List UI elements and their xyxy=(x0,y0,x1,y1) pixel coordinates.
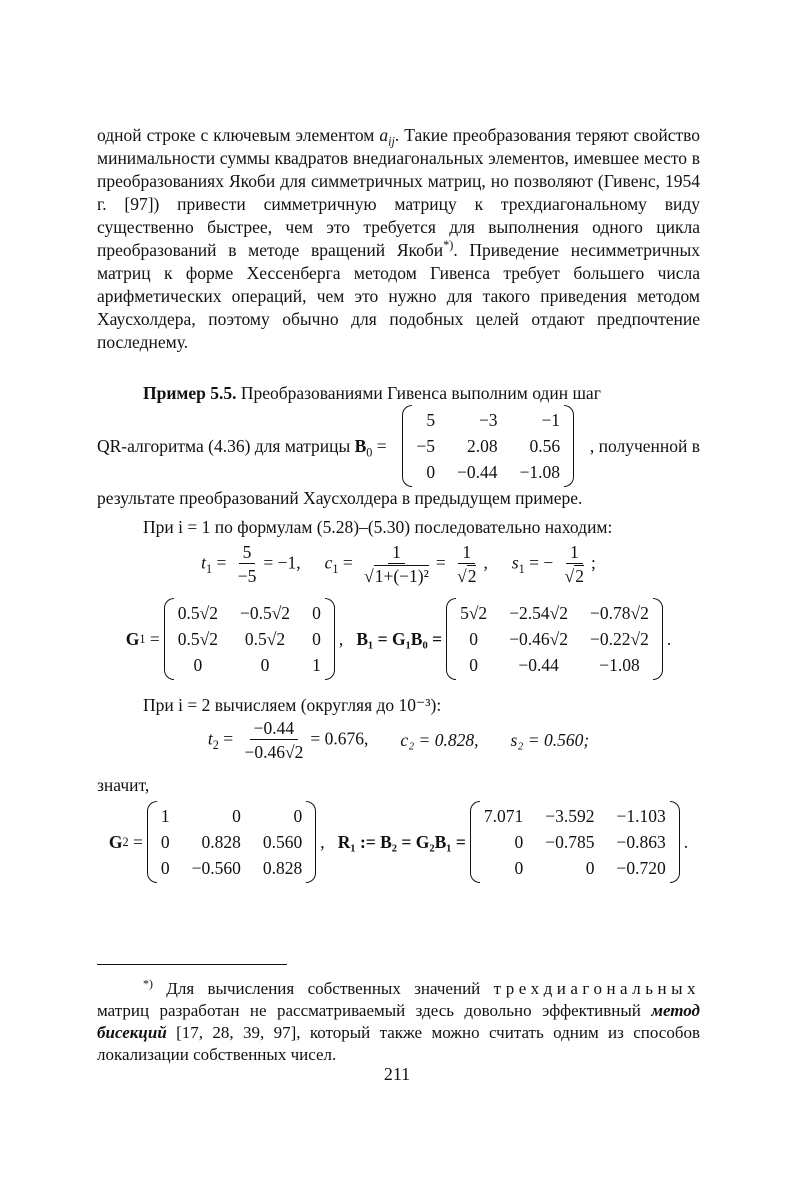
matrix-G2: 1 0 0 0 0.828 0.560 0 −0.560 0.828 xyxy=(147,801,316,883)
example-heading: Пример 5.5. Преобразованиями Гивенса выполним один шаг xyxy=(143,383,601,403)
matrix-B0: 5 −3 −1 −5 2.08 0.56 0 −0.44 −1.08 xyxy=(402,405,574,487)
example-matrix-line: QR-алгоритма (4.36) для матрицы $B_0$ = 5 −3 −1 −5 2.08 0.56 0 −0.44 −1.08 , полученной в xyxy=(97,405,700,487)
example-text-end: результате преобразований Хаусхолдера в предыдущем примере. xyxy=(97,488,583,508)
matrix-R1: 7.071 −3.592 −1.103 0 −0.785 −0.863 0 0 −0.720 xyxy=(470,801,680,883)
matrix-G1: 0.5√2 −0.5√2 0 0.5√2 0.5√2 0 0 0 1 xyxy=(164,598,335,680)
footnote: *) Для вычисления собственных значений трехдиагональных матриц разработан не рассматриваемый здесь довольно эффективный метод бисекций [17, 28, 39, 97], который также можно считать одним из способов локализации собственных чисел. xyxy=(97,976,700,1064)
footnote-ref[interactable]: *) xyxy=(443,238,454,253)
step1-intro: При i = 1 по формулам (5.28)–(5.30) последовательно находим: xyxy=(143,517,613,537)
page-body xyxy=(97,124,700,883)
step1-matrices: G 1 = 0.5√2 −0.5√2 0 0.5√2 0.5√2 0 0 0 1 , B₁ = G₁B₀ = 5√2 −2.54√2 −0.78√2 0 −0.46√2 −0.22√2 0 −0.44 −1.08 . xyxy=(97,598,700,680)
footnote-divider xyxy=(97,964,287,965)
step1-formulas: $t_1$ = $\frac{5}{-5}$ = −1, $c_1$ = $\frac{1}{\text{√1+(−1)²}}$ = $\frac{1}{√2}$ , $s_1$ = − $\frac{1}{√2}$ ; xyxy=(201,542,596,586)
step2-formulas: $t_2$ = $\frac{-0.44}{-0.46√2}$ = 0.676, c₂ = 0.828, s₂ = 0.560; xyxy=(207,718,590,762)
step2-matrices: G 2 = 1 0 0 0 0.828 0.560 0 −0.560 0.828 , R₁ := B₂ = G₂B₁ = 7.071 −3.592 −1.103 0 −0.785 −0.863 0 0 −0.720 . xyxy=(97,801,700,883)
step2-intro: При i = 2 вычисляем (округляя до 10⁻³): xyxy=(143,695,442,715)
matrix-B1: 5√2 −2.54√2 −0.78√2 0 −0.46√2 −0.22√2 0 −0.44 −1.08 xyxy=(446,598,663,680)
znachit: значит, xyxy=(97,775,150,795)
page-number: 211 xyxy=(383,1064,411,1084)
paragraph-givens-intro: одной строке с ключевым элементом $a_{ij}$. Такие преобразования теряют свойство минимальности суммы квадратов внедиагональных элементов, имевшее место в преобразованиях Якоби для симметричных матриц, но позволяют (Гивенс, 1954 г. [97]) привести симметричную матрицу к трехдиагональному виду существенно быстрее, чем это требуется для выполнения одного цикла преобразований в методе вращений Якоби*). Приведение несимметричных матриц к форме Хессенберга методом Гивенса требует большего числа арифметических операций, чем это нужно для такого приведения методом Хаусхолдера, поэтому обычно для подобных целей отдают предпочтение последнему. xyxy=(97,125,701,352)
example-label: Пример 5.5. xyxy=(143,383,237,403)
